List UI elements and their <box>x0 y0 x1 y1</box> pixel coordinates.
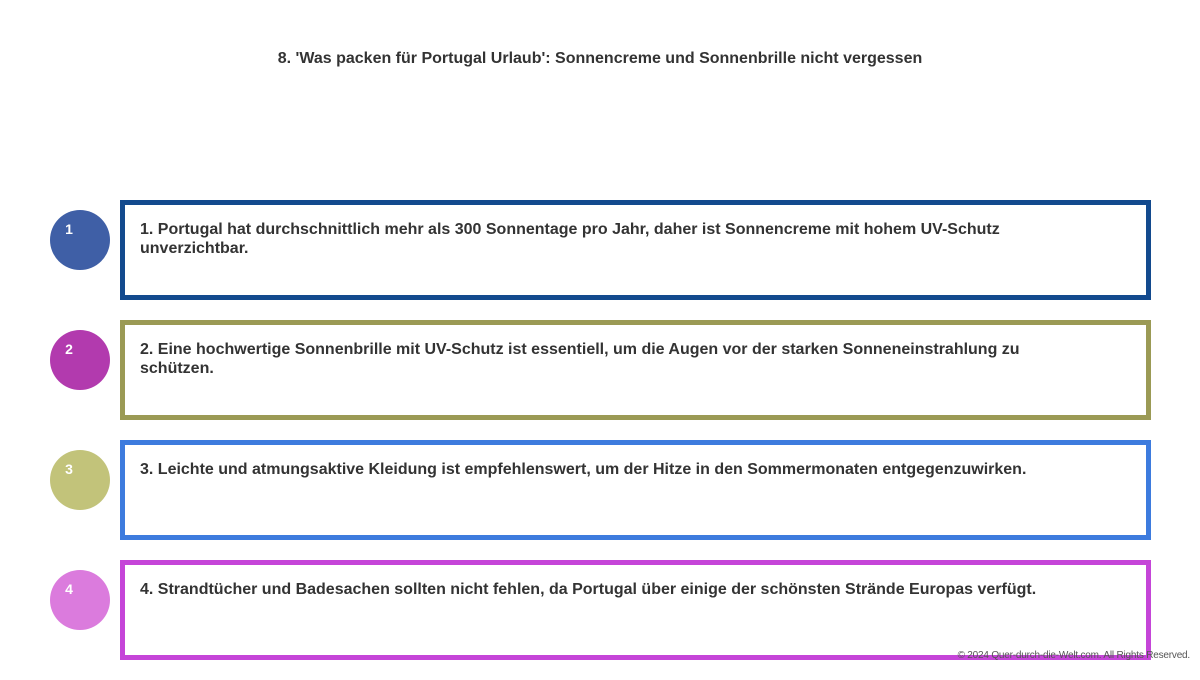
item-text-4: 4. Strandtücher und Badesachen sollten nicht fehlen, da Portugal über einige der schönsten Strände Europas verfügt. <box>140 581 1037 598</box>
item-text-3: 3. Leichte und atmungsaktive Kleidung ist empfehlenswert, um der Hitze in den Sommermonaten entgegenzuwirken. <box>140 461 1027 478</box>
page-title: 8. 'Was packen für Portugal Urlaub': Sonnencreme und Sonnenbrille nicht vergessen <box>277 50 923 67</box>
item-text-1: 1. Portugal hat durchschnittlich mehr als 300 Sonnentage pro Jahr, daher ist Sonnencreme mit hohem UV-Schutz unverzichtbar. <box>140 221 1000 257</box>
item-box-2 <box>120 320 1151 420</box>
number-badge-1 <box>50 210 110 270</box>
list-item-4 <box>0 560 1200 660</box>
list-item-3 <box>0 440 1200 540</box>
copyright-footer: © 2024 Quer-durch-die-Welt.com. All Rights Reserved. <box>957 650 1190 661</box>
number-badge-2 <box>50 330 110 390</box>
number-label-4: 4 <box>65 581 73 597</box>
item-text-2: 2. Eine hochwertige Sonnenbrille mit UV-Schutz ist essentiell, um die Augen vor der starken Sonneneinstrahlung zu schützen. <box>140 341 1020 377</box>
item-box-1 <box>120 200 1151 300</box>
number-badge-4 <box>50 570 110 630</box>
number-badge-3 <box>50 450 110 510</box>
number-label-3: 3 <box>65 461 73 477</box>
item-box-4 <box>120 560 1151 660</box>
item-box-3 <box>120 440 1151 540</box>
list-item-2 <box>0 320 1200 420</box>
list-item-1 <box>0 200 1200 300</box>
number-label-1: 1 <box>65 221 73 237</box>
number-label-2: 2 <box>65 341 73 357</box>
